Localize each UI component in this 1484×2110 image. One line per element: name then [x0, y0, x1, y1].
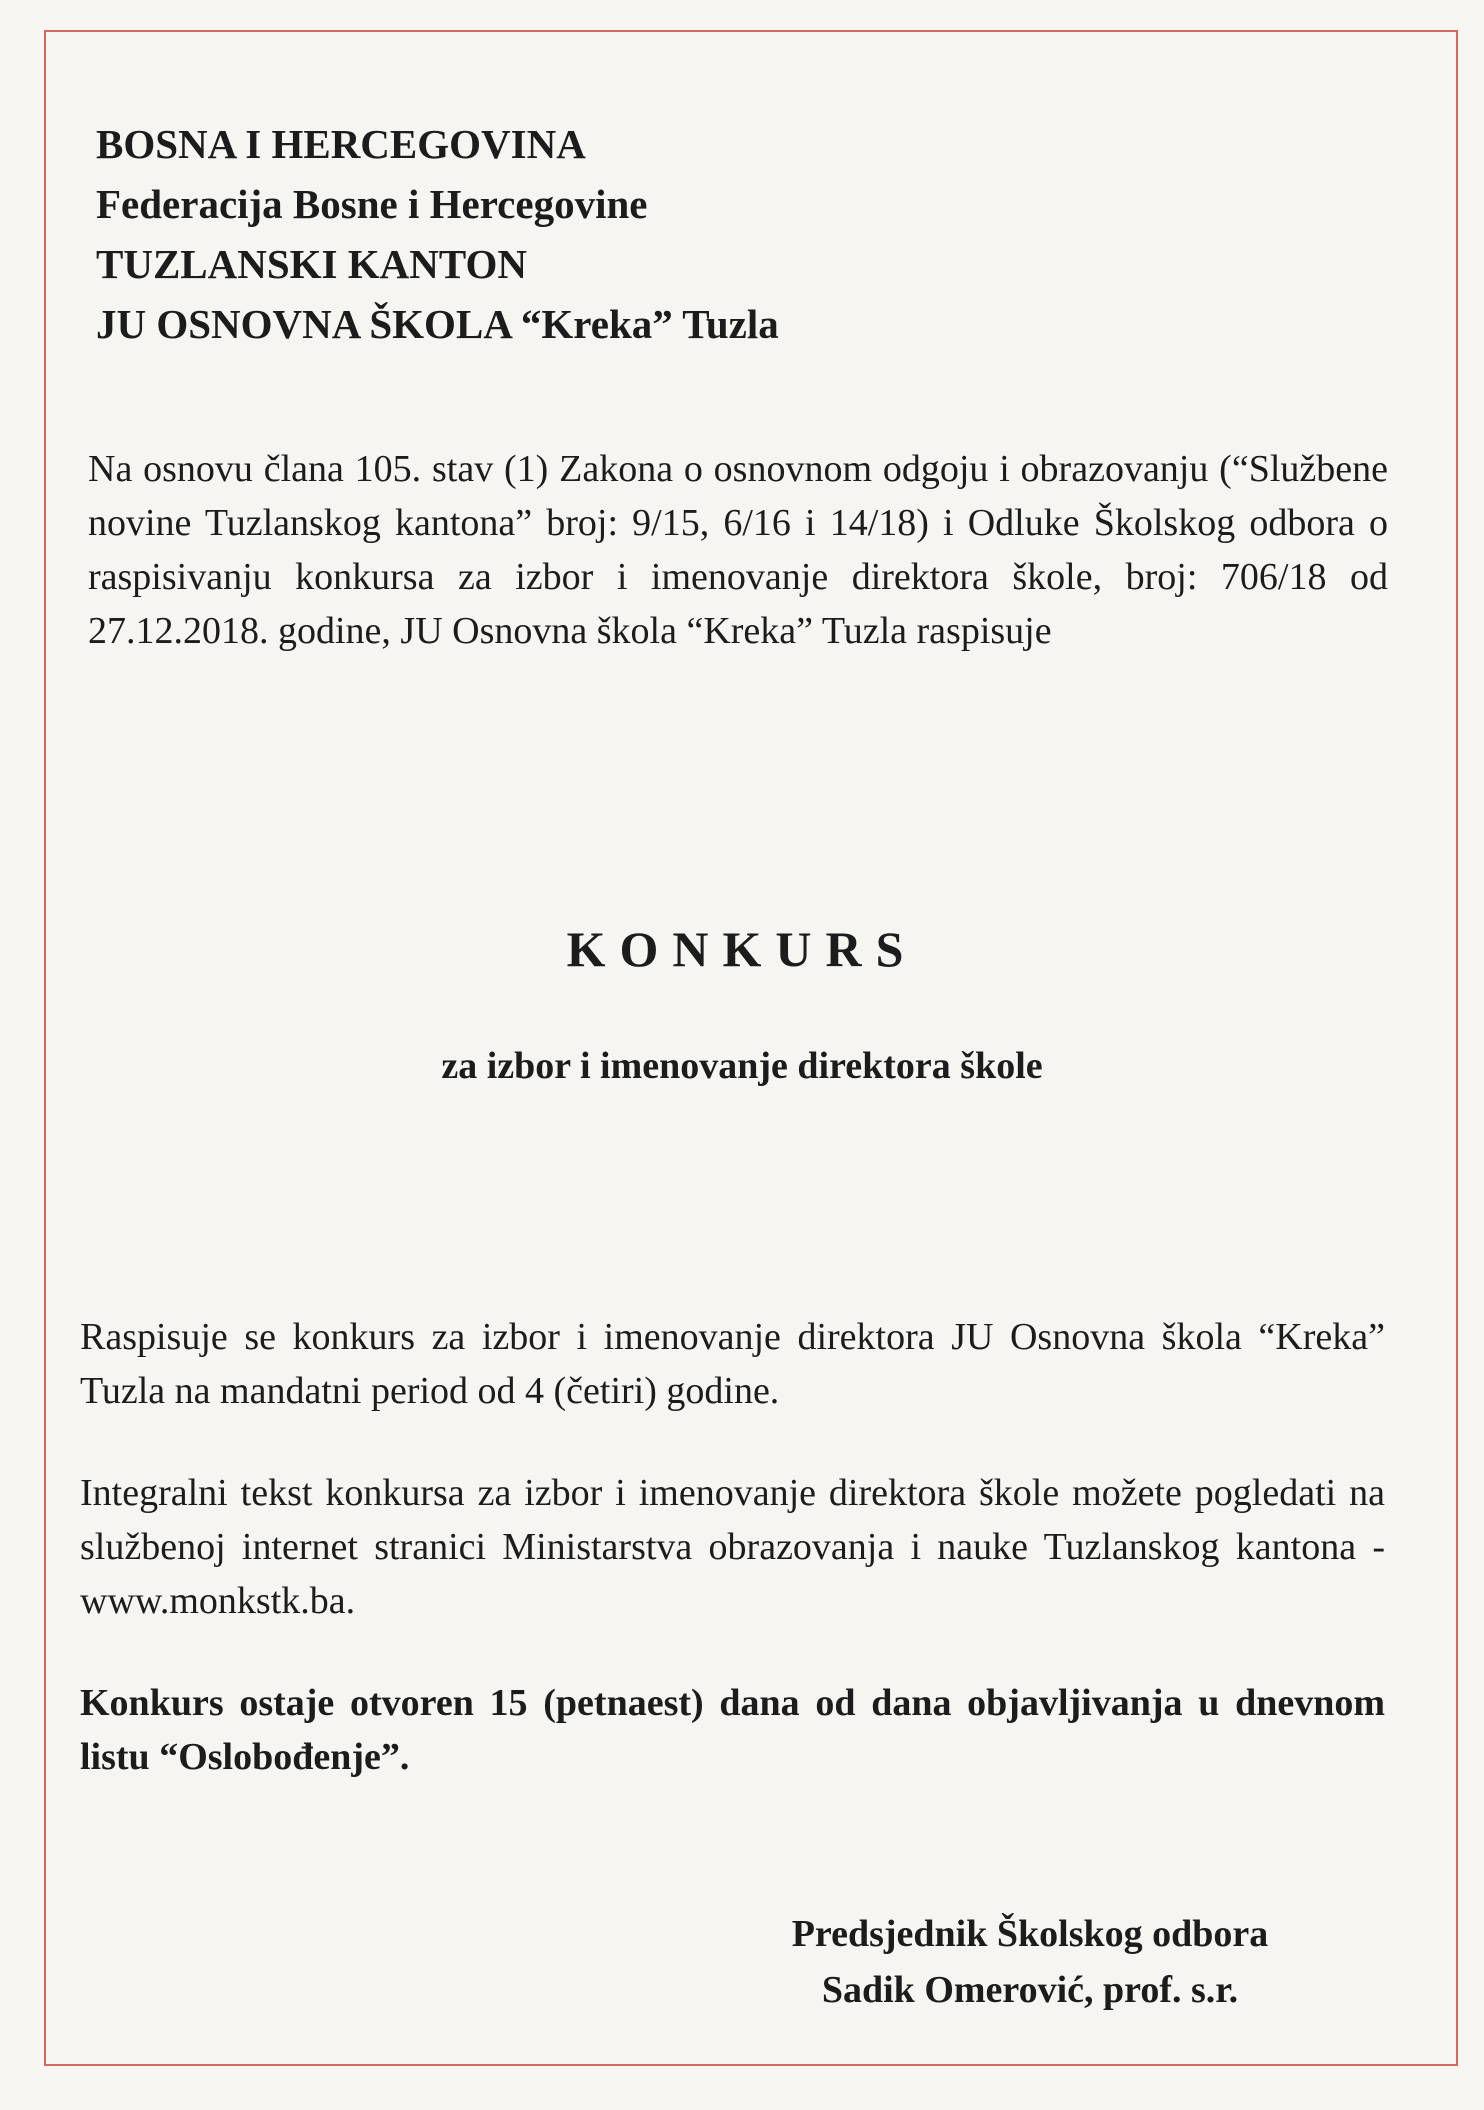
signature-block	[680, 1906, 1380, 2018]
header-federation: Federacija Bosne i Hercegovine	[96, 181, 648, 227]
header-school: JU OSNOVNA ŠKOLA “Kreka” Tuzla	[96, 301, 779, 347]
document-title: KONKURS	[566, 921, 918, 977]
header-country: BOSNA I HERCEGOVINA	[96, 121, 586, 167]
signature-name: Sadik Omerović, prof. s.r.	[821, 1969, 1239, 2011]
full-text-info-paragraph: Integralni tekst konkursa za izbor i imenovanje direktora škole možete pogledati na službenoj internet stranici Ministarstva obrazovanja i nauke Tuzlanskog kantona - www.monkstk.ba.	[80, 1472, 1385, 1622]
announcement-paragraph: Raspisuje se konkurs za izbor i imenovanje direktora JU Osnovna škola “Kreka” Tuzla na mandatni period od 4 (četiri) godine.	[80, 1316, 1385, 1412]
document-subtitle: za izbor i imenovanje direktora škole	[441, 1045, 1043, 1087]
institution-header	[96, 114, 779, 354]
deadline-paragraph: Konkurs ostaje otvoren 15 (petnaest) dana od dana objavljivanja u dnevnom listu “Oslobođenje”.	[80, 1682, 1385, 1778]
header-canton: TUZLANSKI KANTON	[96, 241, 527, 287]
legal-basis-paragraph: Na osnovu člana 105. stav (1) Zakona o osnovnom odgoju i obrazovanju (“Službene novine Tuzlanskog kantona” broj: 9/15, 6/16 i 14/18) i Odluke Školskog odbora o raspisivanju konkursa za izbor i imenovanje direktora škole, broj: 706/18 od 27.12.2018. godine, JU Osnovna škola “Kreka” Tuzla raspisuje	[88, 448, 1388, 652]
signature-role: Predsjednik Školskog odbora	[791, 1913, 1269, 1955]
